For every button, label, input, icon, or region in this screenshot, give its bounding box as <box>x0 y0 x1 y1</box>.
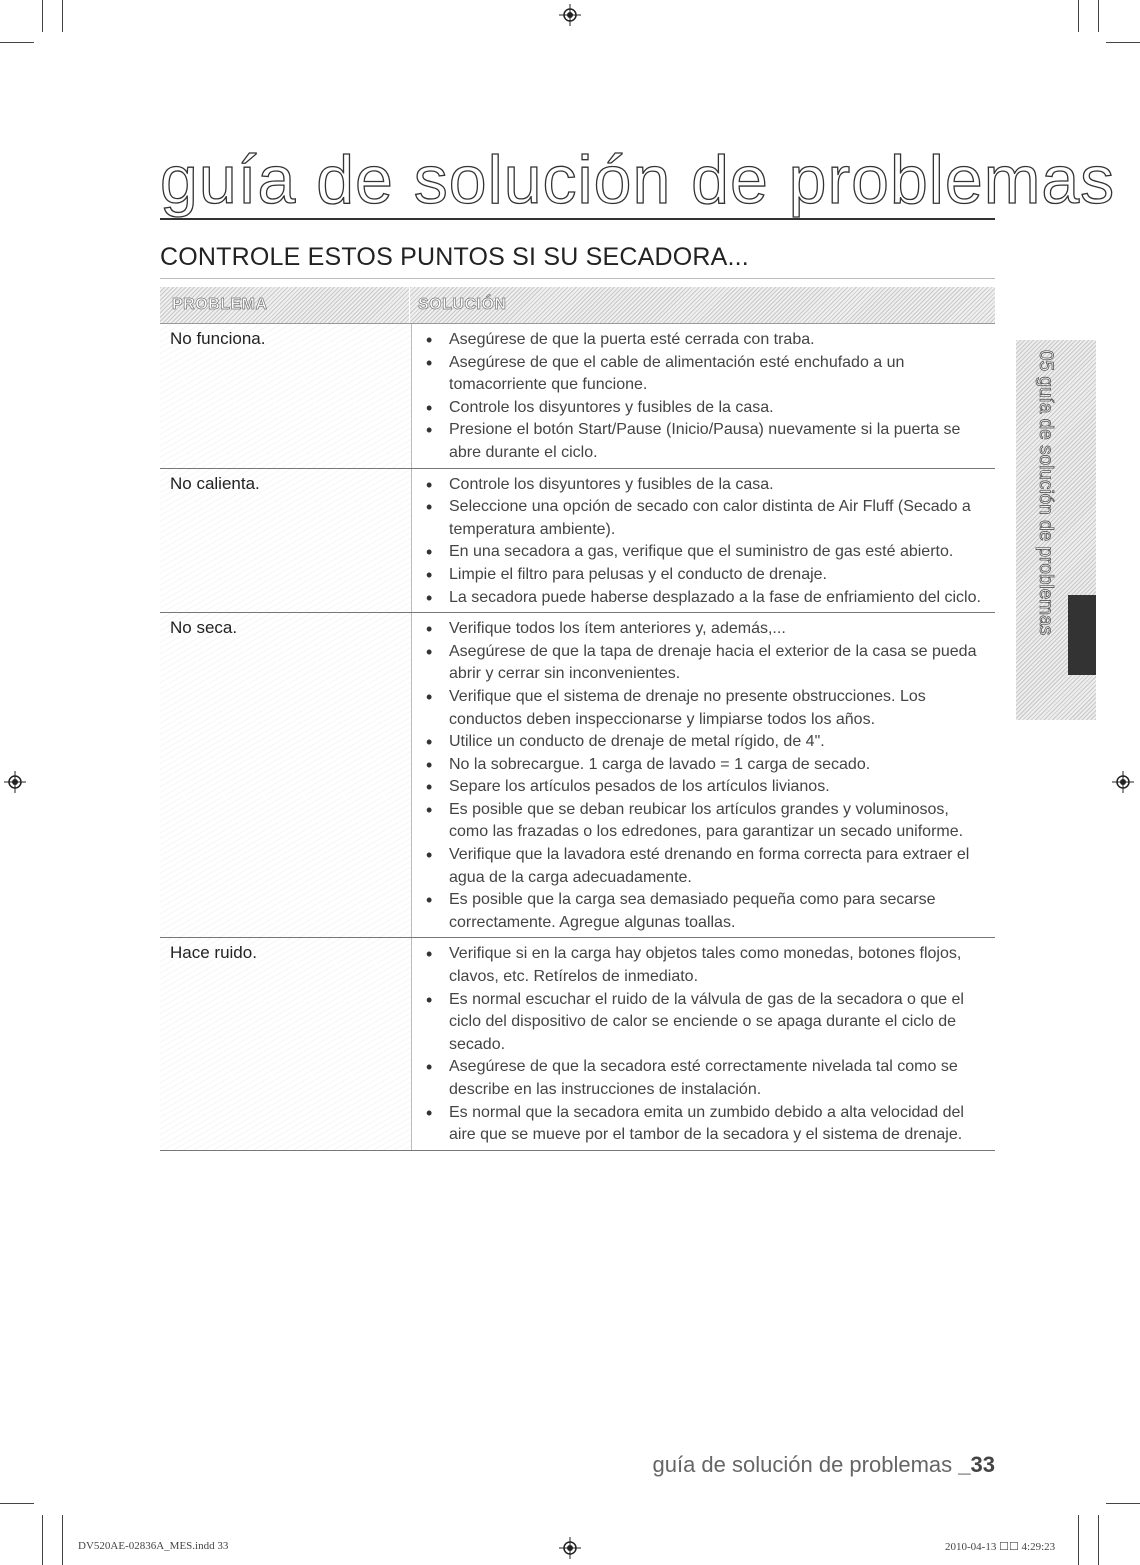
crop-mark <box>1098 1515 1099 1565</box>
solution-item: • Verifique que la lavadora esté drenando en forma correcta para extraer el agua de la carga adecuadamente. <box>426 844 985 889</box>
chapter-side-tab-label: 05 guía de solución de problemas <box>1035 350 1056 636</box>
problem-cell: No seca. <box>160 613 412 937</box>
crop-mark <box>1098 0 1099 32</box>
crop-mark <box>0 1503 34 1504</box>
problem-cell: No calienta. <box>160 469 412 613</box>
problem-cell: No funciona. <box>160 324 412 468</box>
registration-mark-icon <box>4 771 26 793</box>
solution-item: • Utilice un conducto de drenaje de metal rígido, de 4". <box>426 731 985 754</box>
solution-item: • La secadora puede haberse desplazado a la fase de enfriamiento del ciclo. <box>426 587 985 610</box>
solution-item: • Asegúrese de que el cable de alimentación esté enchufado a un tomacorriente que funcione. <box>426 352 985 397</box>
section-title: CONTROLE ESTOS PUNTOS SI SU SECADORA... <box>160 243 995 279</box>
solution-item: • Separe los artículos pesados de los artículos livianos. <box>426 776 985 799</box>
registration-mark-icon <box>559 4 581 26</box>
solution-item: • Verifique si en la carga hay objetos tales como monedas, botones flojos, clavos, etc. Retírelos de inmediato. <box>426 943 985 988</box>
crop-mark <box>0 42 34 43</box>
column-header-solution: SOLUCIÓN <box>418 296 507 313</box>
table-row <box>160 469 995 614</box>
solution-item: • Asegúrese de que la puerta esté cerrada con traba. <box>426 329 985 352</box>
solution-item: • Es normal escuchar el ruido de la válvula de gas de la secadora o que el ciclo del dispositivo de calor se enciende o se apaga durante el ciclo de secado. <box>426 989 985 1057</box>
solution-cell <box>412 324 995 468</box>
page-number: _33 <box>958 1452 995 1477</box>
footer-page-title <box>600 1452 995 1478</box>
table-body <box>160 324 995 1151</box>
solution-item: • Verifique que el sistema de drenaje no presente obstrucciones. Los conductos deben inspeccionarse y limpiarse todos los años. <box>426 686 985 731</box>
crop-mark <box>1106 1503 1140 1504</box>
crop-mark <box>62 0 63 32</box>
solution-item: • Es normal que la secadora emita un zumbido debido a alta velocidad del aire que se mueve por el tambor de la secadora y el sistema de drenaje. <box>426 1102 985 1147</box>
print-date: 2010-04-13 ☐☐ 4:29:23 <box>945 1541 1056 1553</box>
crop-mark <box>62 1515 63 1565</box>
table-header <box>160 287 995 324</box>
solution-item: • En una secadora a gas, verifique que el suministro de gas esté abierto. <box>426 541 985 564</box>
crop-mark <box>42 0 43 32</box>
solution-item: • Es posible que se deban reubicar los artículos grandes y voluminosos, como las frazadas o los edredones, para garantizar un secado uniforme. <box>426 799 985 844</box>
solution-item: • Asegúrese de que la tapa de drenaje hacia el exterior de la casa se pueda abrir y cerrar sin inconvenientes. <box>426 641 985 686</box>
column-header-problem: PROBLEMA <box>160 287 410 323</box>
solution-item: • Verifique todos los ítem anteriores y, además,... <box>426 618 985 641</box>
table-row <box>160 324 995 469</box>
footer-title-text: guía de solución de problemas <box>652 1452 953 1477</box>
solution-item: • Es posible que la carga sea demasiado pequeña como para secarse correctamente. Agregue algunas toallas. <box>426 889 985 934</box>
page-title: guía de solución de problemas <box>160 142 1116 218</box>
solution-item: • Asegúrese de que la secadora esté correctamente nivelada tal como se describe en las instrucciones de instalación. <box>426 1056 985 1101</box>
solution-item: • Controle los disyuntores y fusibles de la casa. <box>426 474 985 497</box>
print-file-name: DV520AE-02836A_MES.indd 33 <box>78 1540 229 1552</box>
solution-item: • Limpie el filtro para pelusas y el conducto de drenaje. <box>426 564 985 587</box>
registration-mark-icon <box>1112 771 1134 793</box>
solution-item: • Seleccione una opción de secado con calor distinta de Air Fluff (Secado a temperatura ambiente). <box>426 496 985 541</box>
solution-cell <box>412 938 995 1149</box>
problem-cell: Hace ruido. <box>160 938 412 1149</box>
table-row <box>160 938 995 1150</box>
chapter-marker <box>1068 595 1096 675</box>
crop-mark <box>1078 0 1079 32</box>
table-row <box>160 613 995 938</box>
solution-cell <box>412 469 995 613</box>
registration-mark-icon <box>559 1537 581 1559</box>
crop-mark <box>42 1515 43 1565</box>
solution-item: • No la sobrecargue. 1 carga de lavado = 1 carga de secado. <box>426 754 985 777</box>
crop-mark <box>1106 42 1140 43</box>
solution-item: • Controle los disyuntores y fusibles de la casa. <box>426 397 985 420</box>
solution-cell <box>412 613 995 937</box>
troubleshooting-table <box>160 287 995 1151</box>
solution-item: • Presione el botón Start/Pause (Inicio/Pausa) nuevamente si la puerta se abre durante el ciclo. <box>426 419 985 464</box>
crop-mark <box>1078 1515 1079 1565</box>
